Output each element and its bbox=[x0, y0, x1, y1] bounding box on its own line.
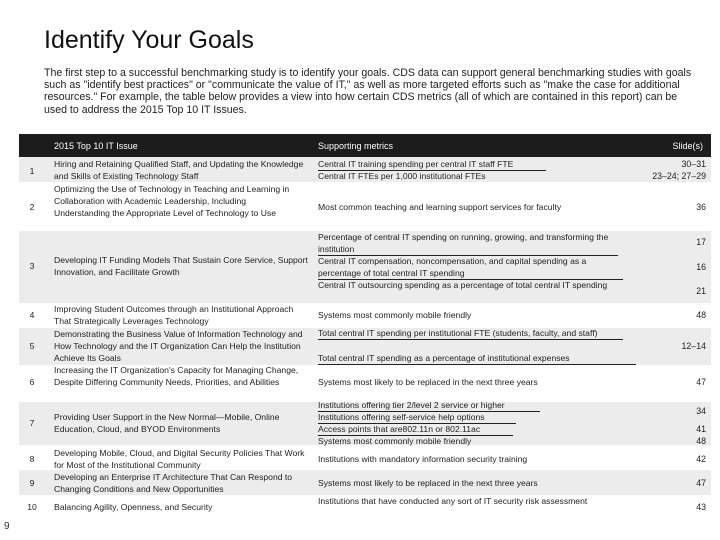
row-slides: 43 bbox=[696, 502, 706, 512]
row-slides: 16 bbox=[696, 262, 706, 272]
row-metric: Institutions offering tier 2/level 2 service or higher bbox=[318, 399, 540, 412]
header-issue: 2015 Top 10 IT Issue bbox=[54, 141, 138, 151]
row-slides: 41 bbox=[696, 424, 706, 434]
row-metric: Access points that are802.11n or 802.11ac bbox=[318, 423, 513, 436]
row-metric: Most common teaching and learning support services for faculty bbox=[318, 202, 562, 212]
row-number: 2 bbox=[29, 202, 35, 212]
header-metrics: Supporting metrics bbox=[318, 141, 394, 151]
row-number: 10 bbox=[27, 502, 37, 512]
row-slides: 21 bbox=[696, 286, 706, 296]
row-metric: Central IT outsourcing spending as a percentage of total central IT spending bbox=[318, 280, 608, 290]
row-metric: Central IT training spending per central IT staff FTE bbox=[318, 158, 546, 171]
row-issue: Hiring and Retaining Qualified Staff, and Updating the Knowledge and Skills of Existing Technology Staff bbox=[54, 159, 304, 182]
row-slides: 36 bbox=[696, 202, 706, 212]
row-slides: 47 bbox=[696, 377, 706, 387]
intro-paragraph: The first step to a successful benchmarking study is to identify your goals. CDS data can support general benchmarking studies with goals such as "identify best practices" or "communicate the value of IT," as well as more targeted efforts such as "make the case for additional resources." For example, the table below provides a view into how certain CDS metrics (all of which are contained in this report) can be used to address the 2015 Top 10 IT Issues. bbox=[44, 67, 692, 116]
table-header bbox=[19, 134, 711, 157]
page-title: Identify Your Goals bbox=[44, 26, 254, 54]
header-slides: Slide(s) bbox=[672, 141, 703, 151]
row-number: 7 bbox=[29, 418, 35, 428]
row-issue: Increasing the IT Organization's Capacity for Managing Change, Despite Differing Community Needs, Priorities, and Abilities bbox=[54, 365, 299, 388]
row-slides: 23–24; 27–29 bbox=[652, 171, 706, 181]
row-metric: Systems most likely to be replaced in the next three years bbox=[318, 377, 538, 387]
row-issue: Improving Student Outcomes through an Institutional Approach That Strategically Leverages Technology bbox=[54, 304, 294, 327]
row-issue: Balancing Agility, Openness, and Security bbox=[54, 502, 213, 512]
row-number: 6 bbox=[29, 377, 35, 387]
row-number: 1 bbox=[29, 166, 35, 176]
row-metric: Central IT compensation, noncompensation, and capital spending as a percentage of total central IT spending bbox=[318, 255, 623, 280]
page-number: 9 bbox=[4, 521, 10, 532]
row-number: 9 bbox=[29, 478, 35, 488]
row-slides: 47 bbox=[696, 478, 706, 488]
row-metric: Systems most likely to be replaced in the next three years bbox=[318, 478, 538, 488]
row-metric: Systems most commonly mobile friendly bbox=[318, 310, 472, 320]
row-issue: Developing Mobile, Cloud, and Digital Security Policies That Work for Most of the Institutional Community bbox=[54, 448, 305, 471]
row-issue: Demonstrating the Business Value of Information Technology and How Technology and the IT Organization Can Help the Institution Achieve Its Goals bbox=[54, 329, 303, 364]
row-metric: Institutions with mandatory information security training bbox=[318, 454, 528, 464]
row-slides: 34 bbox=[696, 406, 706, 416]
row-slides: 30–31 bbox=[681, 159, 706, 169]
row-metric: Systems most commonly mobile friendly bbox=[318, 436, 472, 446]
row-metric: Institutions that have conducted any sort of IT security risk assessment bbox=[318, 496, 588, 506]
row-metric: Percentage of central IT spending on running, growing, and transforming the institution bbox=[318, 231, 618, 256]
row-issue: Developing an Enterprise IT Architecture That Can Respond to Changing Conditions and New Opportunities bbox=[54, 472, 293, 495]
row-number: 5 bbox=[29, 341, 35, 351]
row-slides: 48 bbox=[696, 310, 706, 320]
row-slides: 48 bbox=[696, 436, 706, 446]
row-number: 8 bbox=[29, 454, 35, 464]
row-metric: Central IT FTEs per 1,000 institutional FTEs bbox=[318, 171, 486, 181]
issues-table bbox=[19, 157, 711, 519]
row-issue: Providing User Support in the New Normal—Mobile, Online Education, Cloud, and BYOD Environments bbox=[54, 412, 280, 435]
row-number: 4 bbox=[29, 310, 35, 320]
row-slides: 42 bbox=[696, 454, 706, 464]
row-issue: Developing IT Funding Models That Sustain Core Service, Support Innovation, and Facilitate Growth bbox=[54, 255, 308, 278]
row-slides: 17 bbox=[696, 237, 706, 247]
row-metric: Total central IT spending as a percentage of institutional expenses bbox=[318, 352, 636, 365]
row-slides: 12–14 bbox=[681, 341, 706, 351]
row-metric: Total central IT spending per institutional FTE (students, faculty, and staff) bbox=[318, 327, 623, 340]
row-metric: Institutions offering self-service help options bbox=[318, 411, 516, 424]
row-issue: Optimizing the Use of Technology in Teaching and Learning in Collaboration with Academic Leadership, Including Understanding the Appropriate Level of Technology to Use bbox=[54, 184, 290, 219]
row-number: 3 bbox=[29, 261, 35, 271]
